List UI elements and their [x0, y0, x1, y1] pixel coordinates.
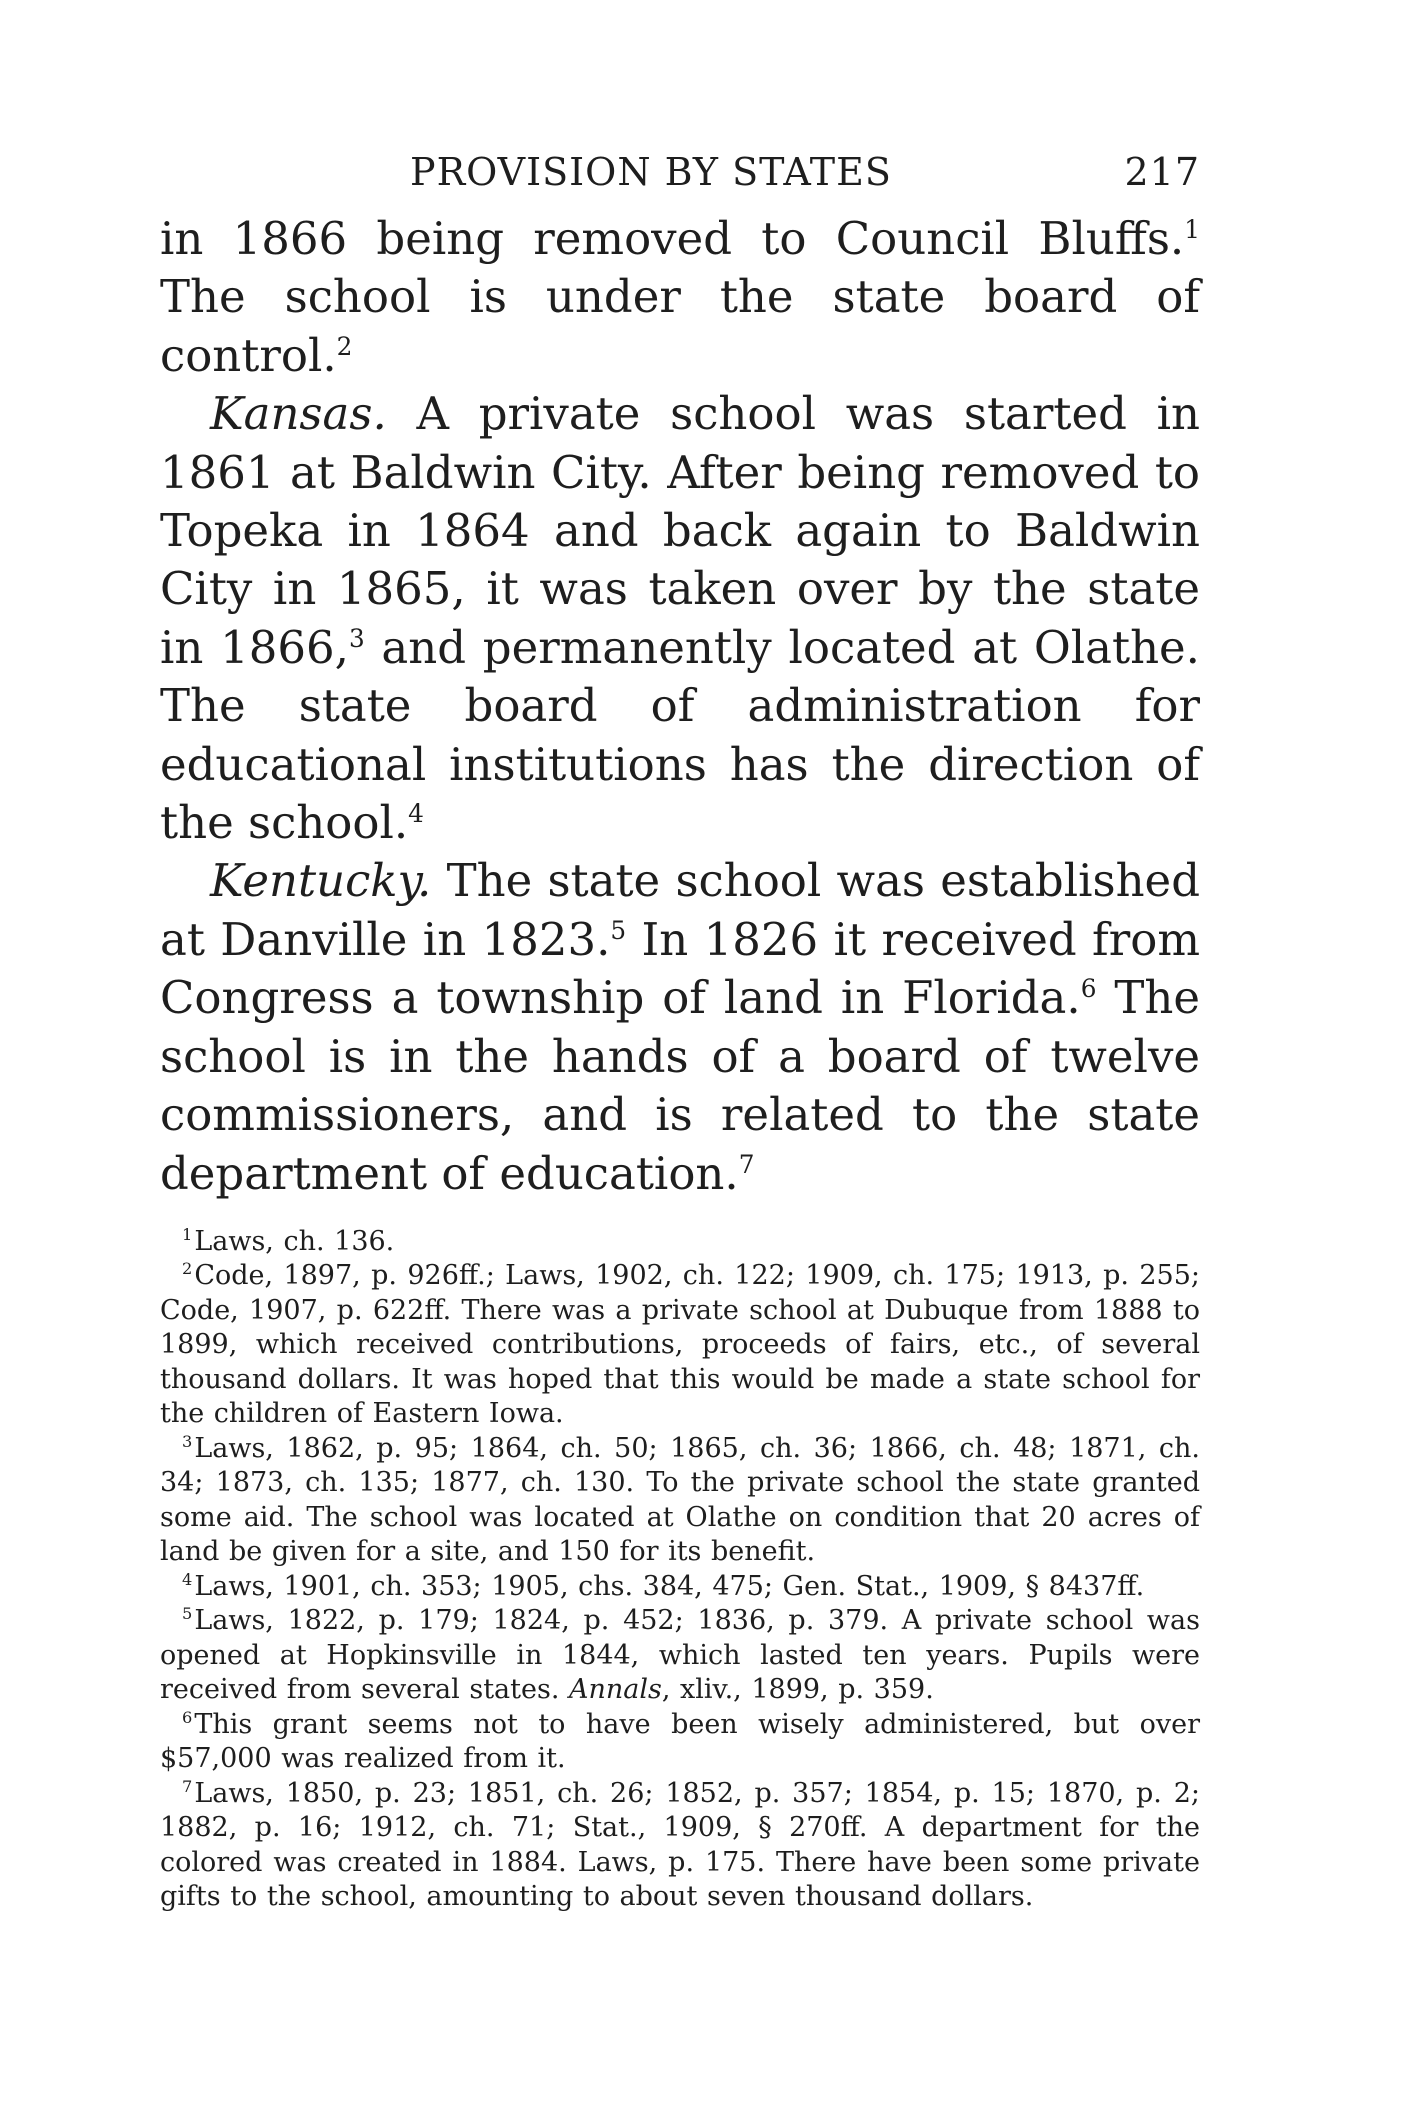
footnote-reference: 3 [348, 623, 365, 653]
footnote-marker: 7 [182, 1776, 193, 1796]
footnote-marker: 2 [182, 1259, 193, 1279]
state-heading-kentucky: Kentucky. [210, 854, 432, 908]
footnote-text: Code, 1897, p. 926ff.; Laws, 1902, ch. 122; 1909, ch. 175; 1913, p. 255; Code, 1907, p. 622ff. There was a private school at Dubuque from 1888 to 1899, which received contributions, proceeds of fairs, etc., of several thousand dollars. It was hoped that this would be made a state school for the children of Eastern Iowa. [160, 1260, 1200, 1430]
footnote-text: Laws, 1850, p. 23; 1851, ch. 26; 1852, p. 357; 1854, p. 15; 1870, p. 2; 1882, p. 16; 1912, ch. 71; Stat., 1909, § 270ff. A department for the colored was created in 1884. Laws, p. 175. There have been some private gifts to the school, amounting to about seven thousand dollars. [160, 1777, 1200, 1913]
paragraph-text: The school is under the state board of control. [160, 270, 1200, 382]
footnote-7 [160, 1777, 1200, 1915]
footnotes [160, 1225, 1200, 1915]
paragraph-text: The state school was established at Danville in 1823. [160, 854, 1200, 966]
paragraph-text: The school is in the hands of a board of twelve commissioners, and is related to the state department of education. [160, 971, 1200, 1200]
running-head-title: PROVISION BY STATES [410, 150, 892, 194]
footnote-1 [160, 1225, 1200, 1260]
footnote-marker: 4 [182, 1569, 193, 1589]
footnote-text: This grant seems not to have been wisely administered, but over $57,000 was realized from it. [160, 1708, 1200, 1775]
paragraph-kentucky [160, 852, 1200, 1202]
footnote-marker: 5 [182, 1604, 193, 1624]
state-heading-kansas: Kansas. [210, 387, 387, 441]
footnote-4 [160, 1570, 1200, 1605]
book-page [160, 150, 1200, 1915]
footnote-3 [160, 1432, 1200, 1570]
footnote-reference: 4 [408, 799, 424, 829]
footnote-text: Laws, 1822, p. 179; 1824, p. 452; 1836, p. 379. A private school was opened at Hopkinsville in 1844, which lasted ten years. Pupils were received from several states. [160, 1605, 1200, 1706]
footnote-reference: 2 [336, 331, 353, 361]
footnote-reference: 1 [1184, 215, 1200, 244]
footnote-marker: 3 [182, 1431, 193, 1451]
footnote-6 [160, 1708, 1200, 1777]
paragraph-kansas [160, 385, 1200, 852]
footnote-text: Laws, ch. 136. [194, 1225, 395, 1257]
footnote-marker: 6 [182, 1707, 193, 1727]
footnote-text: , xliv., 1899, p. 359. [661, 1674, 934, 1706]
paragraph-text: and permanently located at Olathe. The state board of administration for educational institutions has the direction of the school. [160, 620, 1200, 850]
footnote-reference: 5 [610, 915, 627, 945]
footnote-5 [160, 1604, 1200, 1708]
paragraph-iowa-continuation [160, 210, 1200, 385]
running-head [160, 150, 1200, 204]
footnote-text: Laws, 1862, p. 95; 1864, ch. 50; 1865, ch. 36; 1866, ch. 48; 1871, ch. 34; 1873, ch. 135; 1877, ch. 130. To the private school the state granted some aid. The school was located at Olathe on condition that 20 acres of land be given for a site, and 150 for its benefit. [160, 1432, 1200, 1568]
footnote-marker: 1 [182, 1224, 193, 1244]
footnote-reference: 6 [1080, 974, 1097, 1004]
paragraph-text: in 1866 being removed to Council Bluffs. [160, 212, 1185, 265]
footnote-text: Laws, 1901, ch. 353; 1905, chs. 384, 475; Gen. Stat., 1909, § 8437ff. [194, 1570, 1145, 1602]
page-number: 217 [1124, 150, 1200, 194]
main-text [160, 210, 1200, 1203]
footnote-2 [160, 1259, 1200, 1432]
paragraph-text: A private school was started in 1861 at Baldwin City. After being removed to Topeka in 1864 and back again to Baldwin City in 1865, it was taken over by the state in 1866, [160, 387, 1200, 674]
paragraph-text: In 1826 it received from Congress a township of land in Florida. [160, 912, 1200, 1025]
footnote-italic-title: Annals [569, 1674, 662, 1706]
footnote-reference: 7 [738, 1149, 755, 1179]
